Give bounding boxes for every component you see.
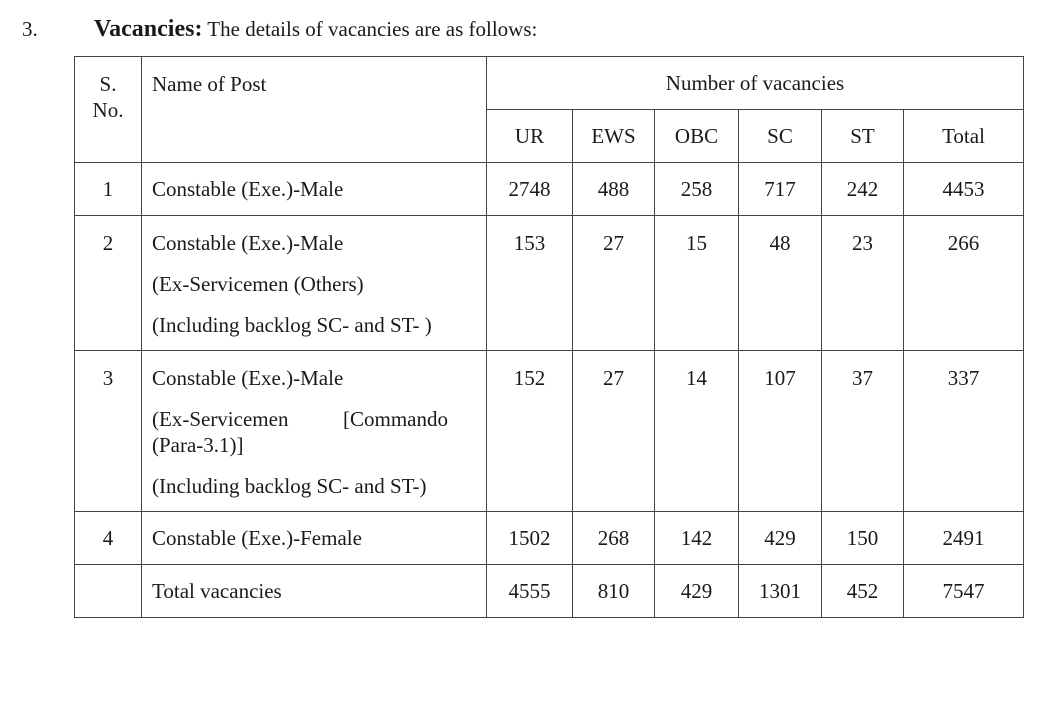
cell-st: 37 — [822, 351, 904, 512]
cell-ews: 488 — [573, 163, 655, 216]
post-line: (Ex-Servicemen [Commando (Para-3.1)] — [152, 407, 448, 457]
cell-sc: 717 — [739, 163, 822, 216]
header-ews: EWS — [573, 110, 655, 163]
header-number-of-vacancies: Number of vacancies — [487, 57, 1024, 110]
cell-total: 4453 — [904, 163, 1024, 216]
row-sno: 3 — [75, 351, 142, 512]
header-sno-line-1: S. — [99, 72, 117, 96]
cell-obc: 14 — [655, 351, 739, 512]
cell-ur: 152 — [487, 351, 573, 512]
cell-sc: 48 — [739, 216, 822, 351]
section-intro: The details of vacancies are as follows: — [202, 17, 538, 41]
header-row-1 — [75, 57, 1024, 110]
cell-obc: 15 — [655, 216, 739, 351]
cell-obc: 258 — [655, 163, 739, 216]
cell-total: 266 — [904, 216, 1024, 351]
row-post-name — [142, 512, 487, 565]
total-row-label: Total vacancies — [142, 565, 487, 618]
post-line: Constable (Exe.)-Male — [152, 231, 344, 255]
cell-total: 337 — [904, 351, 1024, 512]
cell-total: 2491 — [904, 512, 1024, 565]
section-heading — [22, 14, 537, 44]
cell-st: 23 — [822, 216, 904, 351]
row-post-name — [142, 351, 487, 512]
cell-ur: 1502 — [487, 512, 573, 565]
total-total: 7547 — [904, 565, 1024, 618]
post-line: (Ex-Servicemen (Others) — [152, 272, 364, 296]
table-row — [75, 216, 1024, 351]
row-post-name — [142, 163, 487, 216]
header-sno — [75, 57, 142, 163]
header-ur: UR — [487, 110, 573, 163]
post-line: Constable (Exe.)-Male — [152, 366, 344, 390]
row-sno: 2 — [75, 216, 142, 351]
post-line: Constable (Exe.)-Female — [152, 526, 362, 550]
cell-ews: 27 — [573, 216, 655, 351]
total-ews: 810 — [573, 565, 655, 618]
total-row — [75, 565, 1024, 618]
vacancies-table — [74, 56, 1024, 618]
header-total: Total — [904, 110, 1024, 163]
cell-sc: 429 — [739, 512, 822, 565]
post-line: (Including backlog SC- and ST-) — [152, 474, 427, 498]
cell-ews: 268 — [573, 512, 655, 565]
table-row — [75, 163, 1024, 216]
total-obc: 429 — [655, 565, 739, 618]
cell-ur: 2748 — [487, 163, 573, 216]
header-st: ST — [822, 110, 904, 163]
header-obc: OBC — [655, 110, 739, 163]
header-post: Name of Post — [142, 57, 487, 163]
table-row — [75, 351, 1024, 512]
cell-st: 150 — [822, 512, 904, 565]
section-number: 3. — [22, 17, 38, 41]
cell-st: 242 — [822, 163, 904, 216]
cell-ur: 153 — [487, 216, 573, 351]
header-sno-line-2: No. — [92, 98, 124, 122]
cell-sc: 107 — [739, 351, 822, 512]
header-sc: SC — [739, 110, 822, 163]
cell-obc: 142 — [655, 512, 739, 565]
row-post-name — [142, 216, 487, 351]
table-row — [75, 512, 1024, 565]
post-line: Constable (Exe.)-Male — [152, 177, 344, 201]
cell-ews: 27 — [573, 351, 655, 512]
row-sno: 1 — [75, 163, 142, 216]
total-st: 452 — [822, 565, 904, 618]
post-line: (Including backlog SC- and ST- ) — [152, 313, 432, 337]
total-sc: 1301 — [739, 565, 822, 618]
total-ur: 4555 — [487, 565, 573, 618]
section-title: Vacancies: — [94, 16, 203, 42]
total-row-sno — [75, 565, 142, 618]
row-sno: 4 — [75, 512, 142, 565]
